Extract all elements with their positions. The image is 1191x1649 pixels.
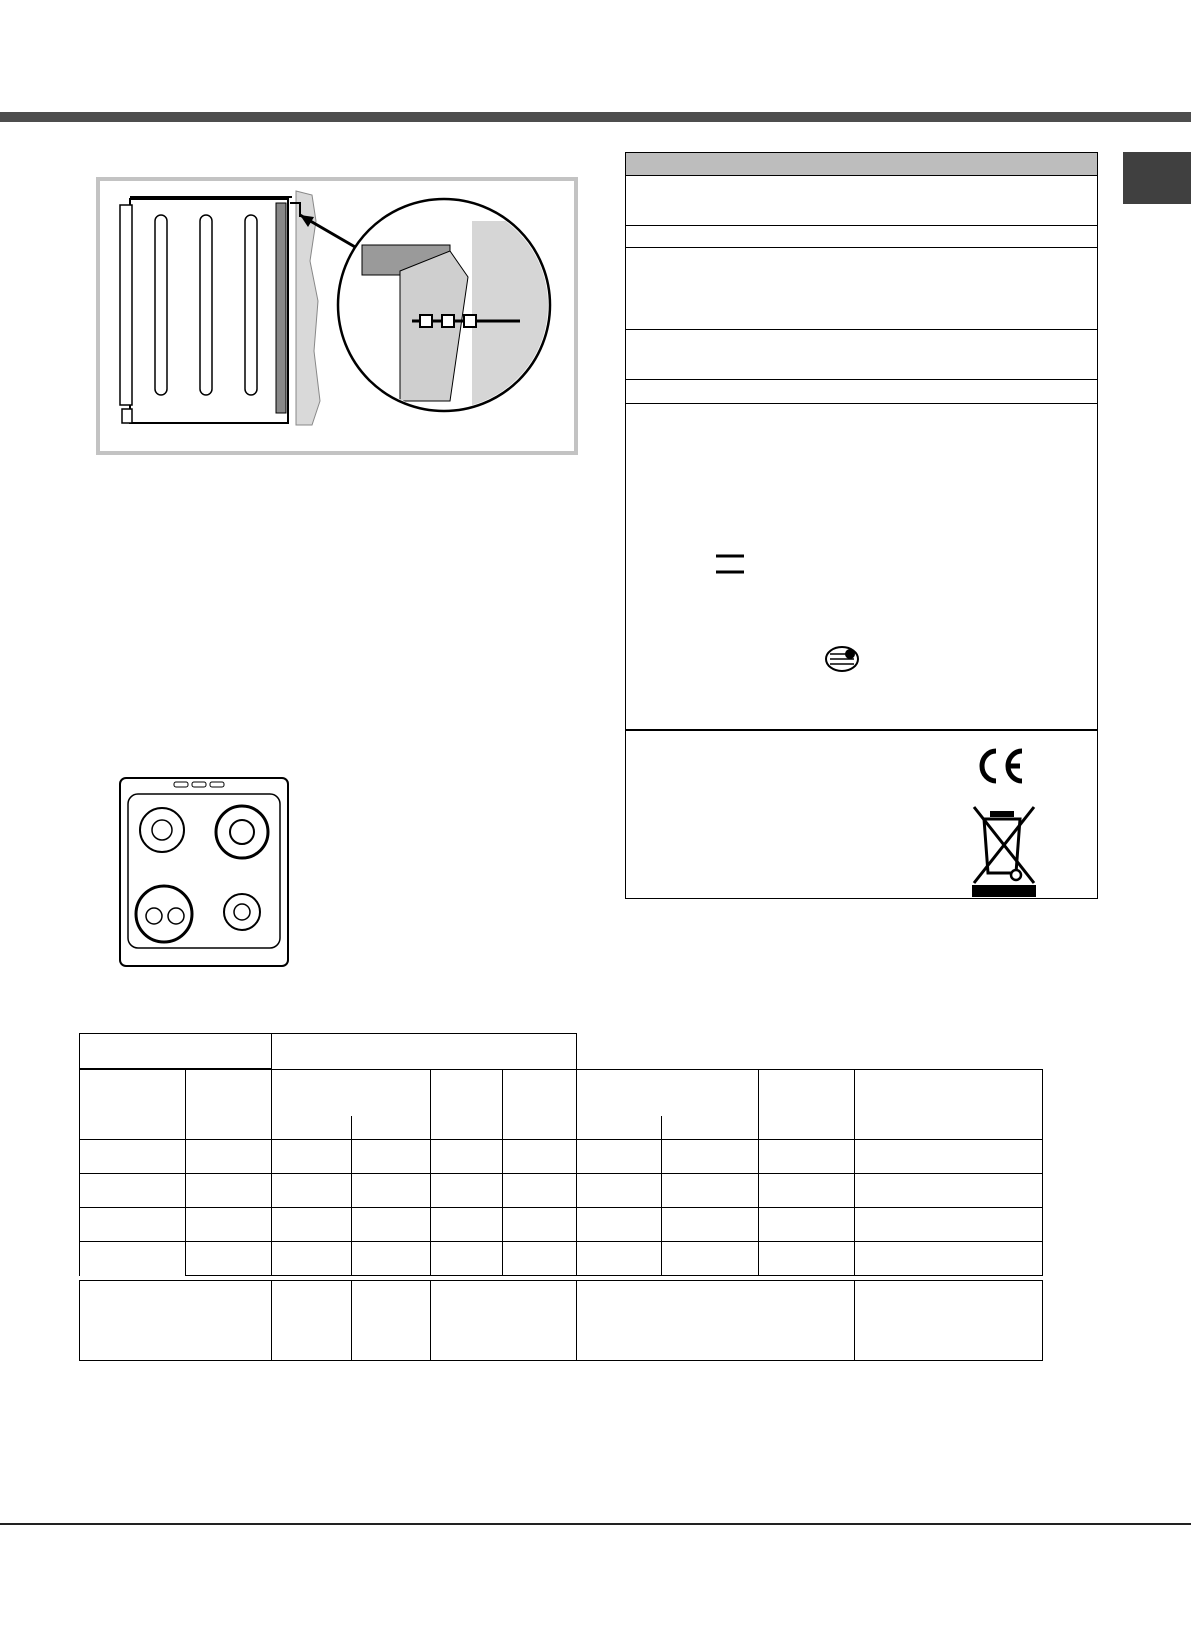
burner-icon xyxy=(224,894,260,930)
table-header-cell xyxy=(431,1069,503,1140)
table-row xyxy=(79,1208,1043,1242)
burner-icon xyxy=(216,806,268,858)
table-header-cell xyxy=(79,1069,186,1140)
table-header-cell xyxy=(855,1069,1043,1140)
ce-mark-icon xyxy=(972,745,1028,787)
spec-row xyxy=(625,226,1098,248)
table-header-cell xyxy=(272,1033,577,1069)
language-tab xyxy=(1123,152,1191,204)
table-footer-row xyxy=(79,1280,1043,1361)
figure-anti-tip-chain xyxy=(96,177,578,455)
table-row xyxy=(79,1174,1043,1208)
table-header-cell xyxy=(79,1033,272,1069)
table-header-cell xyxy=(577,1069,759,1140)
equals-symbol-icon xyxy=(712,550,748,578)
spec-row xyxy=(625,248,1098,330)
table-header-cell xyxy=(186,1069,272,1140)
energy-labels-panel xyxy=(625,404,1098,730)
table-header-cell xyxy=(759,1069,855,1140)
burner-icon xyxy=(136,886,192,942)
table-row xyxy=(79,1140,1043,1174)
eu-compliance-panel xyxy=(625,730,1098,899)
table-header-cell xyxy=(503,1069,577,1140)
spec-header-row xyxy=(625,152,1098,176)
energy-label-icon xyxy=(822,644,862,674)
oven-side-icon xyxy=(100,181,574,451)
spec-row xyxy=(625,176,1098,226)
hob-top-icon xyxy=(118,776,290,970)
spec-row xyxy=(625,330,1098,380)
burner-data-table xyxy=(79,1033,1043,1363)
bottom-rule xyxy=(0,1523,1191,1525)
table-row xyxy=(79,1242,1043,1276)
top-rule xyxy=(0,112,1191,122)
weee-bin-icon xyxy=(970,803,1038,897)
burner-icon xyxy=(140,808,184,852)
spec-row xyxy=(625,380,1098,404)
